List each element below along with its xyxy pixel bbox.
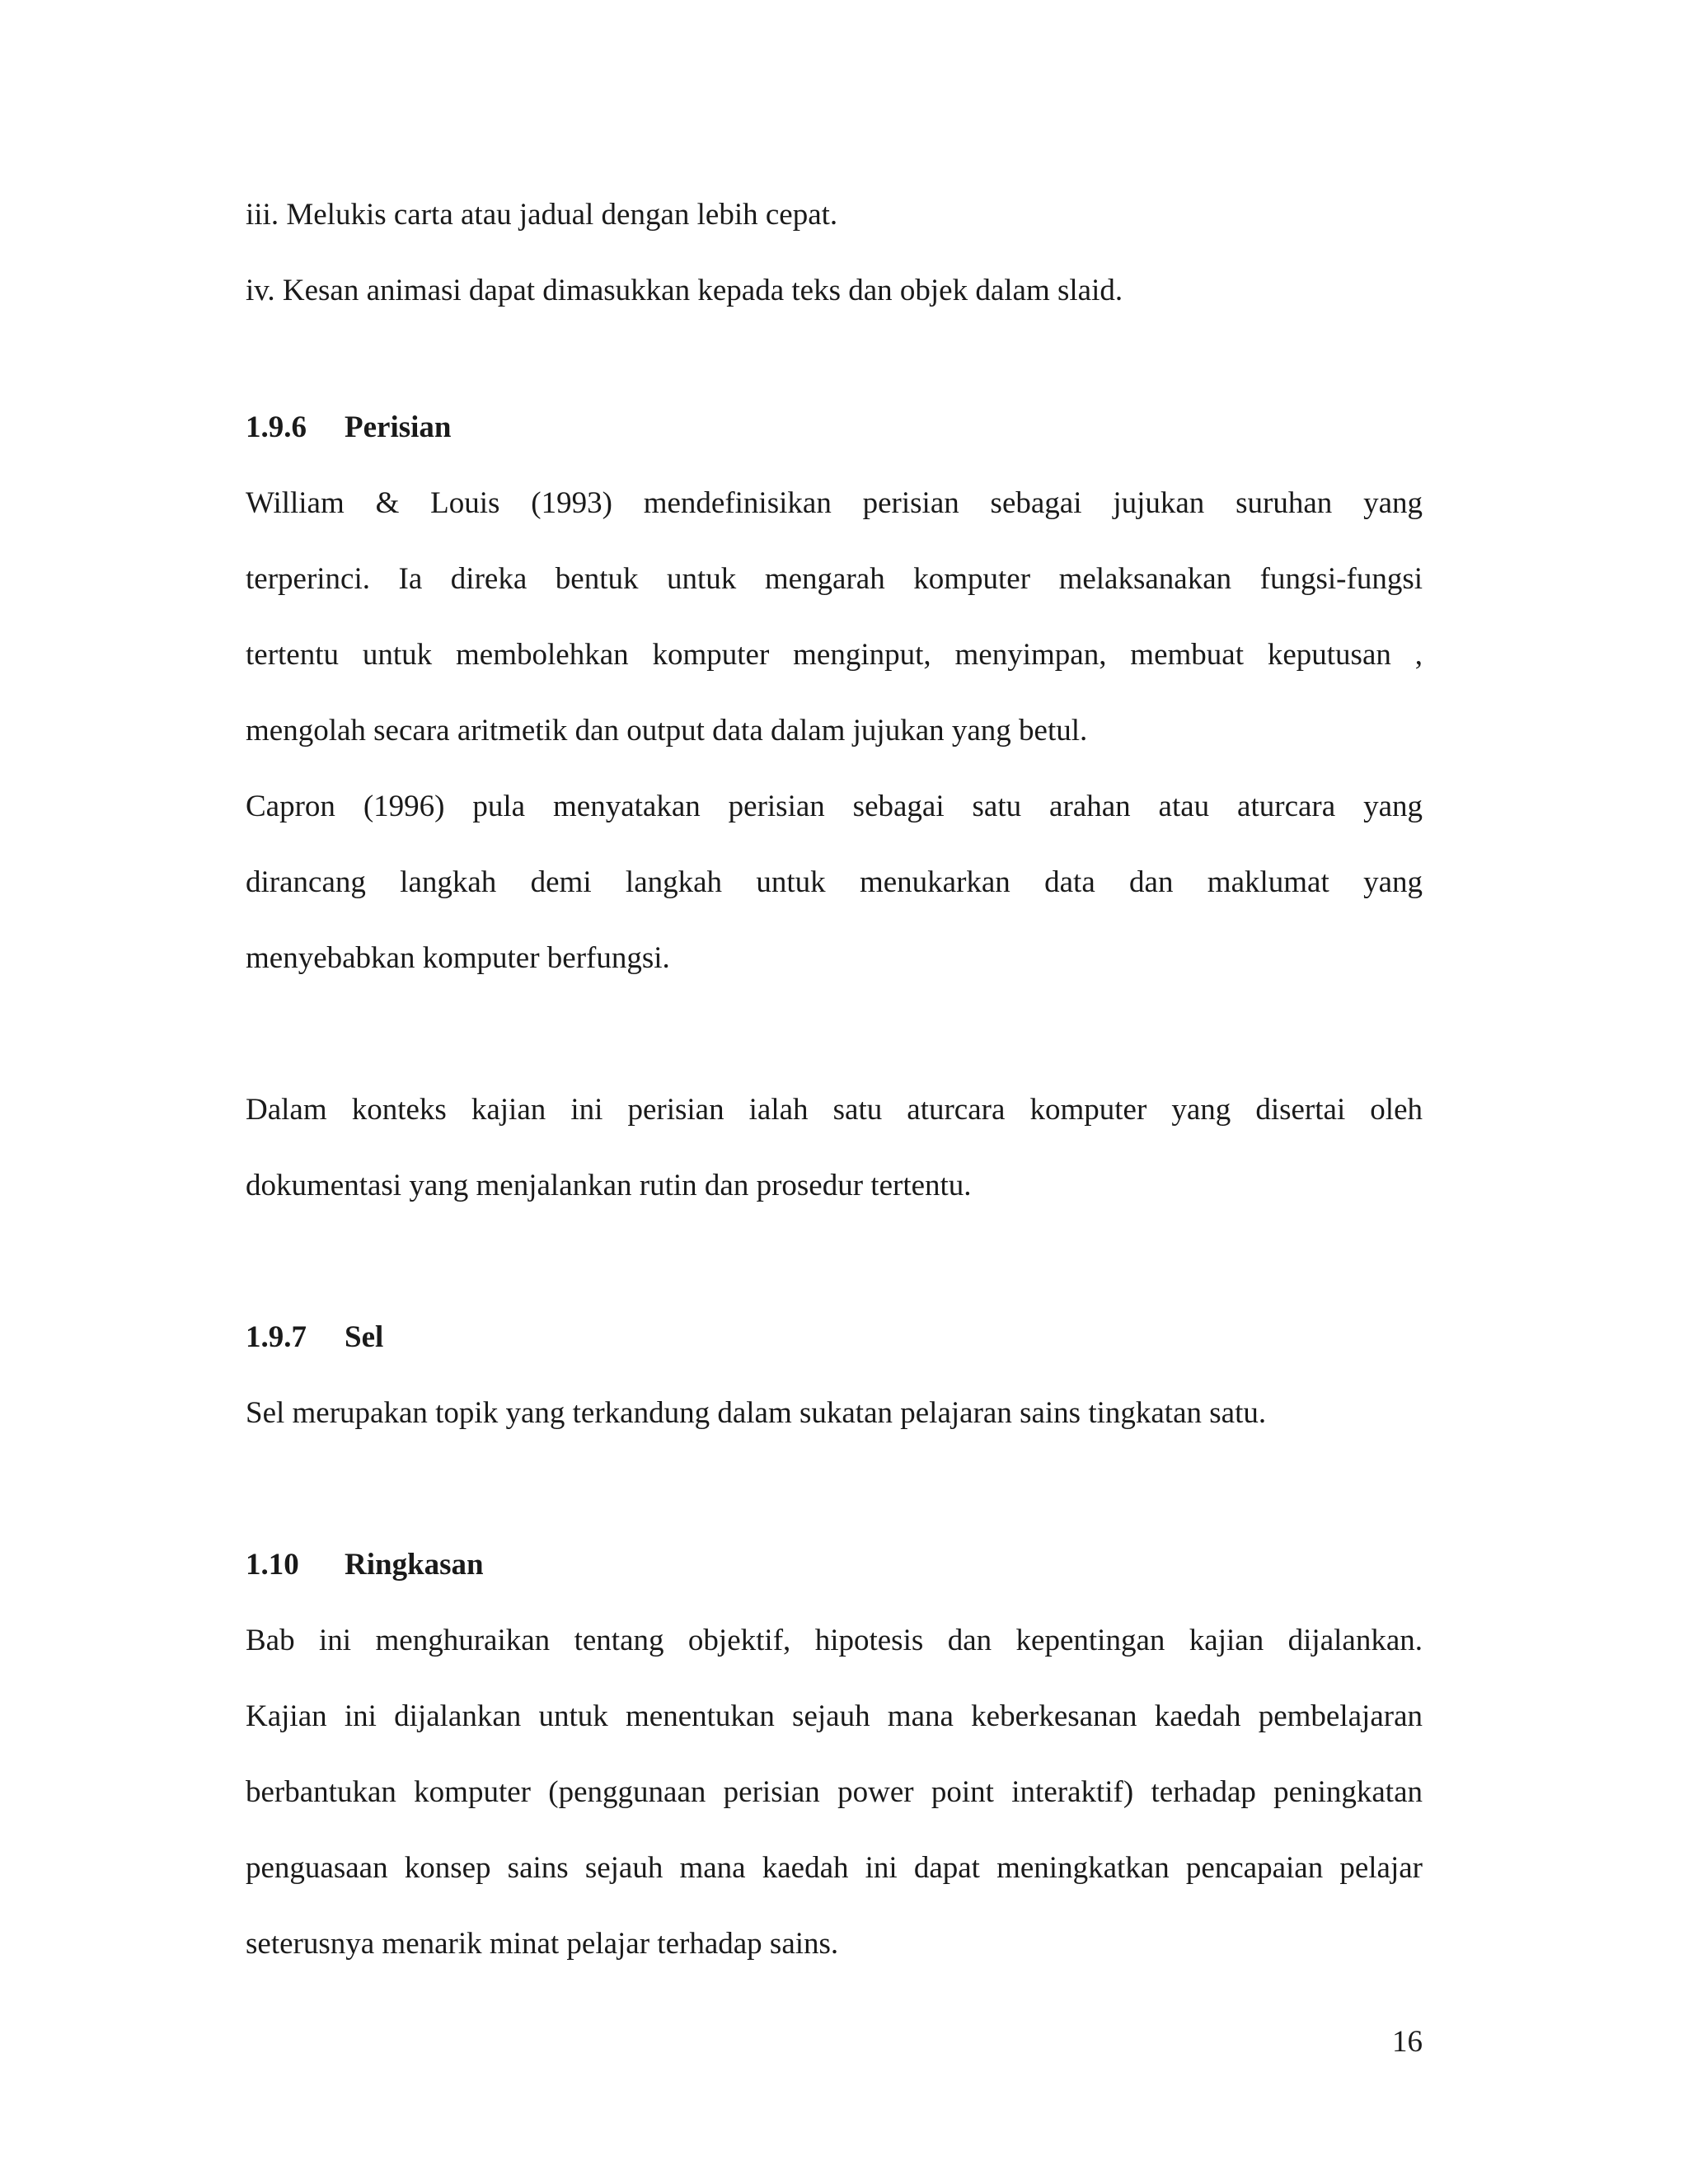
section-title: Sel [345,1320,384,1354]
paragraph-line: dirancang langkah demi langkah untuk menukarkan data dan maklumat yang [246,865,1423,899]
paragraph-line: mengolah secara aritmetik dan output data dalam jujukan yang betul. [246,714,1088,748]
section-number: 1.9.6 [246,410,307,444]
paragraph-line: Sel merupakan topik yang terkandung dalam sukatan pelajaran sains tingkatan satu. [246,1396,1267,1430]
list-item-iii: iii. Melukis carta atau jadual dengan lebih cepat. [246,198,838,232]
paragraph-line: Dalam konteks kajian ini perisian ialah satu aturcara komputer yang disertai oleh [246,1093,1423,1127]
paragraph-line: dokumentasi yang menjalankan rutin dan prosedur tertentu. [246,1169,972,1202]
paragraph-line: tertentu untuk membolehkan komputer menginput, menyimpan, membuat keputusan , [246,638,1423,672]
section-title: Perisian [345,410,452,444]
section-number: 1.10 [246,1548,299,1582]
paragraph-line: William & Louis (1993) mendefinisikan perisian sebagai jujukan suruhan yang [246,486,1423,520]
paragraph-line: penguasaan konsep sains sejauh mana kaedah ini dapat meningkatkan pencapaian pelajar [246,1851,1423,1885]
list-item-iv: iv. Kesan animasi dapat dimasukkan kepada teks dan objek dalam slaid. [246,274,1123,307]
section-heading-1-9-6 [246,409,451,447]
paragraph-line: berbantukan komputer (penggunaan perisian power point interaktif) terhadap peningkatan [246,1775,1423,1809]
section-heading-1-9-7 [246,1319,383,1357]
paragraph-line: terperinci. Ia direka bentuk untuk mengarah komputer melaksanakan fungsi-fungsi [246,562,1423,596]
section-heading-1-10 [246,1546,484,1584]
paragraph-line: Bab ini menghuraikan tentang objektif, hipotesis dan kepentingan kajian dijalankan. [246,1624,1423,1657]
section-number: 1.9.7 [246,1320,307,1354]
section-title: Ringkasan [345,1548,484,1582]
paragraph-line: menyebabkan komputer berfungsi. [246,941,670,975]
paragraph-line: Kajian ini dijalankan untuk menentukan sejauh mana keberkesanan kaedah pembelajaran [246,1699,1423,1733]
paragraph-line: seterusnya menarik minat pelajar terhadap sains. [246,1927,839,1961]
paragraph-line: Capron (1996) pula menyatakan perisian sebagai satu arahan atau aturcara yang [246,790,1423,823]
page-number: 16 [1392,2025,1423,2059]
